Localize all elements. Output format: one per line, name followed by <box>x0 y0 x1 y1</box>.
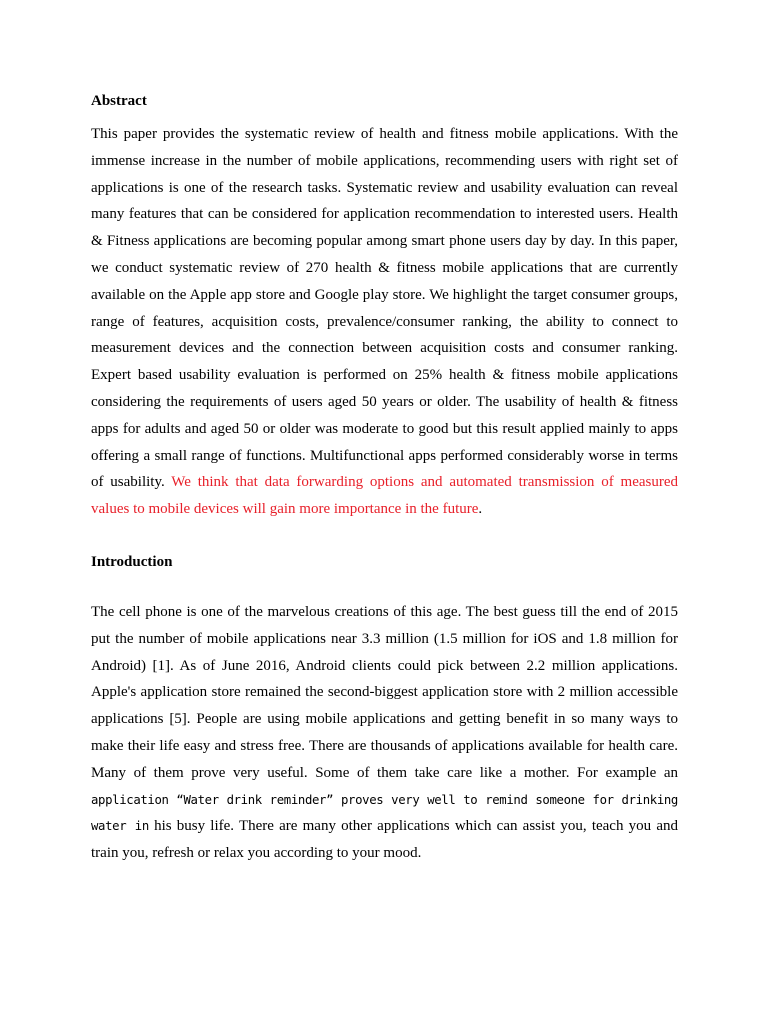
document-page <box>91 89 678 867</box>
introduction-paragraph <box>91 599 678 867</box>
abstract-body-text: This paper provides the systematic review of health and fitness mobile applications. With the immense increase in the number of mobile applications, recommending users with right set of applications is one of the research tasks. Systematic review and usability evaluation can reveal many features that can be considered for application recommendation to interested users. Health & Fitness applications are becoming popular among smart phone users day by day. In this paper, we conduct systematic review of 270 health & fitness mobile applications that are currently available on the Apple app store and Google play store. We highlight the target consumer groups, range of features, acquisition costs, prevalence/consumer ranking, the ability to connect to measurement devices and the connection between acquisition costs and consumer ranking. Expert based usability evaluation is performed on 25% health & fitness mobile applications considering the requirements of users aged 50 years or older. The usability of health & fitness apps for adults and aged 50 or older was moderate to good but this result applied mainly to apps offering a small range of functions. Multifunctional apps performed considerably worse in terms of usability. <box>91 126 678 491</box>
introduction-body-after: his busy life. There are many other applications which can assist you, teach you and train you, refresh or relax you according to your mood. <box>91 818 679 862</box>
abstract-highlighted-text: We think that data forwarding options and automated transmission of measured values to mobile devices will gain more importance in the future <box>91 474 679 518</box>
introduction-heading: Introduction <box>91 553 173 570</box>
abstract-end-punct: . <box>478 501 483 518</box>
abstract-paragraph <box>91 121 678 523</box>
introduction-body-before: The cell phone is one of the marvelous creations of this age. The best guess till the end of 2015 put the number of mobile applications near 3.3 million (1.5 million for iOS and 1.8 million for Android) [1]. As of June 2016, Android clients could pick between 2.2 million applications. Apple's application store remained the second-biggest application store with 2 million accessible applications [5]. People are using mobile applications and getting benefit in so many ways to make their life easy and stress free. There are thousands of applications available for health care. Many of them prove very useful. Some of them take care like a mother. For example an <box>91 603 678 781</box>
introduction-body-mono: application “Water drink reminder” proves very well to remind someone for drinking water in <box>91 792 678 834</box>
abstract-heading: Abstract <box>91 93 147 109</box>
